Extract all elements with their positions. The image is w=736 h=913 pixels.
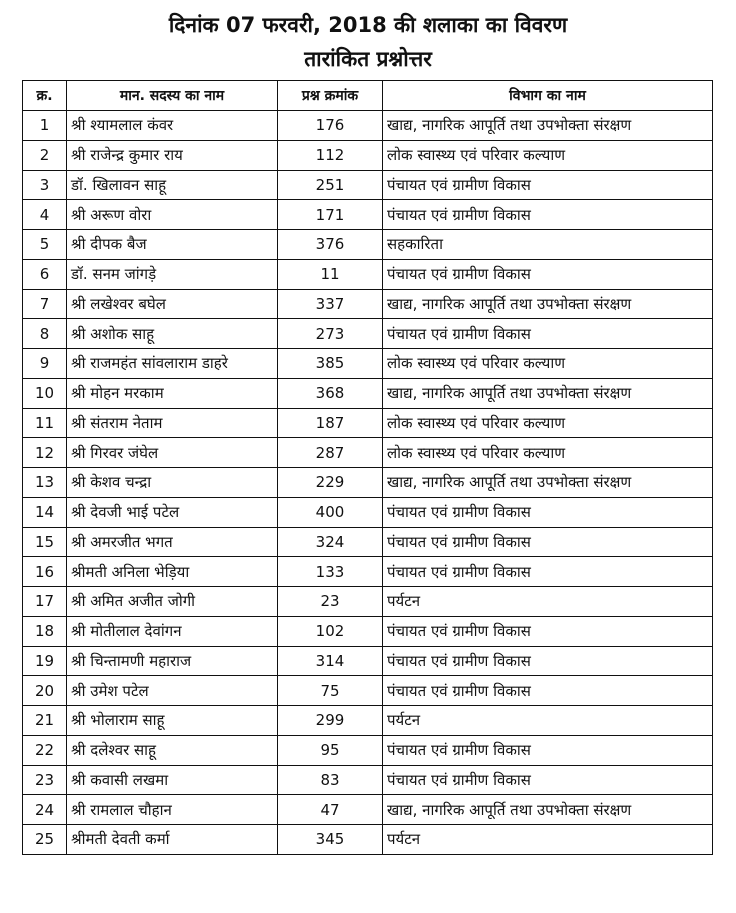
table-row xyxy=(23,735,713,765)
member-name-cell: श्रीमती अनिला भेड़िया xyxy=(67,557,278,587)
department-cell: पर्यटन xyxy=(383,706,713,736)
member-name-cell: श्री राजमहंत सांवलाराम डाहरे xyxy=(67,349,278,379)
question-number-cell: 251 xyxy=(278,170,383,200)
question-number-cell: 337 xyxy=(278,289,383,319)
member-name-cell: डॉ. सनम जांगड़े xyxy=(67,259,278,289)
serial-cell: 25 xyxy=(23,825,67,855)
serial-cell: 6 xyxy=(23,259,67,289)
department-cell: खाद्य, नागरिक आपूर्ति तथा उपभोक्ता संरक्षण xyxy=(383,468,713,498)
member-name-cell: श्री राजेन्द्र कुमार राय xyxy=(67,140,278,170)
serial-cell: 18 xyxy=(23,616,67,646)
document-title: दिनांक 07 फरवरी, 2018 की शलाका का विवरण xyxy=(168,13,568,37)
question-number-cell: 102 xyxy=(278,616,383,646)
question-number-cell: 75 xyxy=(278,676,383,706)
table-header-row xyxy=(23,81,713,111)
table-row xyxy=(23,795,713,825)
department-cell: पंचायत एवं ग्रामीण विकास xyxy=(383,497,713,527)
table-row xyxy=(23,230,713,260)
serial-cell: 16 xyxy=(23,557,67,587)
question-number-cell: 112 xyxy=(278,140,383,170)
serial-cell: 5 xyxy=(23,230,67,260)
table-row xyxy=(23,289,713,319)
question-number-cell: 229 xyxy=(278,468,383,498)
department-cell: सहकारिता xyxy=(383,230,713,260)
member-name-cell: श्री श्यामलाल कंवर xyxy=(67,111,278,141)
table-row xyxy=(23,111,713,141)
member-name-cell: श्री अरूण वोरा xyxy=(67,200,278,230)
table-row xyxy=(23,646,713,676)
department-cell: पंचायत एवं ग्रामीण विकास xyxy=(383,765,713,795)
question-number-cell: 376 xyxy=(278,230,383,260)
department-cell: पंचायत एवं ग्रामीण विकास xyxy=(383,557,713,587)
serial-cell: 13 xyxy=(23,468,67,498)
table-row xyxy=(23,200,713,230)
table-row xyxy=(23,587,713,617)
member-name-cell: श्री रामलाल चौहान xyxy=(67,795,278,825)
department-cell: लोक स्वास्थ्य एवं परिवार कल्याण xyxy=(383,438,713,468)
questions-table xyxy=(22,80,713,855)
serial-cell: 14 xyxy=(23,497,67,527)
member-name-cell: डॉ. खिलावन साहू xyxy=(67,170,278,200)
member-name-cell: श्री मोहन मरकाम xyxy=(67,378,278,408)
member-name-cell: श्री दलेश्वर साहू xyxy=(67,735,278,765)
header-department: विभाग का नाम xyxy=(383,81,713,111)
department-cell: पंचायत एवं ग्रामीण विकास xyxy=(383,646,713,676)
department-cell: पर्यटन xyxy=(383,825,713,855)
department-cell: खाद्य, नागरिक आपूर्ति तथा उपभोक्ता संरक्षण xyxy=(383,378,713,408)
serial-cell: 17 xyxy=(23,587,67,617)
member-name-cell: श्री केशव चन्द्रा xyxy=(67,468,278,498)
department-cell: पंचायत एवं ग्रामीण विकास xyxy=(383,170,713,200)
table-body xyxy=(23,111,713,855)
question-number-cell: 287 xyxy=(278,438,383,468)
table-row xyxy=(23,676,713,706)
question-number-cell: 400 xyxy=(278,497,383,527)
table-row xyxy=(23,706,713,736)
department-cell: पंचायत एवं ग्रामीण विकास xyxy=(383,319,713,349)
department-cell: लोक स्वास्थ्य एवं परिवार कल्याण xyxy=(383,408,713,438)
serial-cell: 1 xyxy=(23,111,67,141)
question-number-cell: 314 xyxy=(278,646,383,676)
header-serial: क्र. xyxy=(23,81,67,111)
department-cell: खाद्य, नागरिक आपूर्ति तथा उपभोक्ता संरक्षण xyxy=(383,111,713,141)
question-number-cell: 11 xyxy=(278,259,383,289)
member-name-cell: श्री चिन्तामणी महाराज xyxy=(67,646,278,676)
table-row xyxy=(23,319,713,349)
serial-cell: 19 xyxy=(23,646,67,676)
question-number-cell: 176 xyxy=(278,111,383,141)
serial-cell: 20 xyxy=(23,676,67,706)
question-number-cell: 324 xyxy=(278,527,383,557)
serial-cell: 22 xyxy=(23,735,67,765)
question-number-cell: 368 xyxy=(278,378,383,408)
serial-cell: 15 xyxy=(23,527,67,557)
member-name-cell: श्री दीपक बैज xyxy=(67,230,278,260)
table-row xyxy=(23,170,713,200)
member-name-cell: श्री अमित अजीत जोगी xyxy=(67,587,278,617)
member-name-cell: श्री देवजी भाई पटेल xyxy=(67,497,278,527)
question-number-cell: 95 xyxy=(278,735,383,765)
serial-cell: 3 xyxy=(23,170,67,200)
department-cell: पंचायत एवं ग्रामीण विकास xyxy=(383,527,713,557)
table-row xyxy=(23,259,713,289)
serial-cell: 7 xyxy=(23,289,67,319)
serial-cell: 23 xyxy=(23,765,67,795)
serial-cell: 12 xyxy=(23,438,67,468)
table-row xyxy=(23,408,713,438)
member-name-cell: श्री मोतीलाल देवांगन xyxy=(67,616,278,646)
table-row xyxy=(23,825,713,855)
table-row xyxy=(23,140,713,170)
member-name-cell: श्री संतराम नेताम xyxy=(67,408,278,438)
table-row xyxy=(23,438,713,468)
member-name-cell: श्री अशोक साहू xyxy=(67,319,278,349)
serial-cell: 24 xyxy=(23,795,67,825)
serial-cell: 11 xyxy=(23,408,67,438)
member-name-cell: श्री गिरवर जंघेल xyxy=(67,438,278,468)
department-cell: खाद्य, नागरिक आपूर्ति तथा उपभोक्ता संरक्षण xyxy=(383,289,713,319)
table-row xyxy=(23,557,713,587)
table-row xyxy=(23,616,713,646)
department-cell: लोक स्वास्थ्य एवं परिवार कल्याण xyxy=(383,140,713,170)
question-number-cell: 83 xyxy=(278,765,383,795)
department-cell: पंचायत एवं ग्रामीण विकास xyxy=(383,735,713,765)
department-cell: लोक स्वास्थ्य एवं परिवार कल्याण xyxy=(383,349,713,379)
question-number-cell: 23 xyxy=(278,587,383,617)
question-number-cell: 299 xyxy=(278,706,383,736)
member-name-cell: श्री अमरजीत भगत xyxy=(67,527,278,557)
member-name-cell: श्री कवासी लखमा xyxy=(67,765,278,795)
question-number-cell: 133 xyxy=(278,557,383,587)
department-cell: पंचायत एवं ग्रामीण विकास xyxy=(383,259,713,289)
table-row xyxy=(23,349,713,379)
table-row xyxy=(23,765,713,795)
serial-cell: 9 xyxy=(23,349,67,379)
question-number-cell: 171 xyxy=(278,200,383,230)
member-name-cell: श्री उमेश पटेल xyxy=(67,676,278,706)
department-cell: पर्यटन xyxy=(383,587,713,617)
question-number-cell: 345 xyxy=(278,825,383,855)
question-number-cell: 187 xyxy=(278,408,383,438)
department-cell: पंचायत एवं ग्रामीण विकास xyxy=(383,676,713,706)
department-cell: पंचायत एवं ग्रामीण विकास xyxy=(383,616,713,646)
serial-cell: 21 xyxy=(23,706,67,736)
table-row xyxy=(23,378,713,408)
member-name-cell: श्री लखेश्वर बघेल xyxy=(67,289,278,319)
question-number-cell: 47 xyxy=(278,795,383,825)
header-member-name: मान. सदस्य का नाम xyxy=(67,81,278,111)
department-cell: खाद्य, नागरिक आपूर्ति तथा उपभोक्ता संरक्षण xyxy=(383,795,713,825)
header-question-number: प्रश्न क्रमांक xyxy=(278,81,383,111)
department-cell: पंचायत एवं ग्रामीण विकास xyxy=(383,200,713,230)
table-row xyxy=(23,527,713,557)
table-row xyxy=(23,497,713,527)
member-name-cell: श्रीमती देवती कर्मा xyxy=(67,825,278,855)
document-subtitle: तारांकित प्रश्नोत्तर xyxy=(304,47,432,71)
member-name-cell: श्री भोलाराम साहू xyxy=(67,706,278,736)
serial-cell: 10 xyxy=(23,378,67,408)
table-row xyxy=(23,468,713,498)
question-number-cell: 273 xyxy=(278,319,383,349)
question-number-cell: 385 xyxy=(278,349,383,379)
serial-cell: 2 xyxy=(23,140,67,170)
serial-cell: 8 xyxy=(23,319,67,349)
serial-cell: 4 xyxy=(23,200,67,230)
